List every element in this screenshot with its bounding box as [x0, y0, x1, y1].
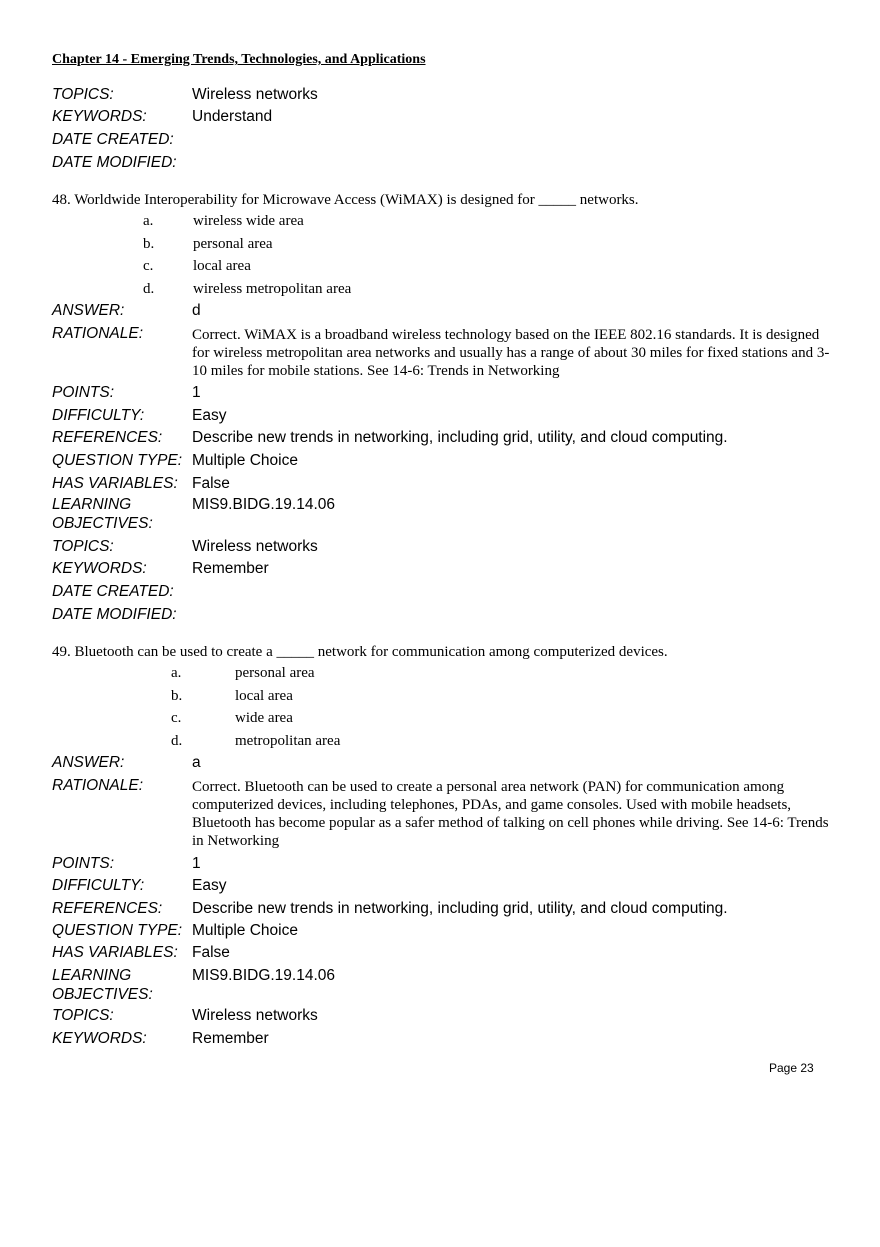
- has-variables-label: HAS VARIABLES:: [52, 944, 178, 961]
- choice-text: personal area: [193, 236, 273, 252]
- choice-text: local area: [193, 258, 251, 274]
- difficulty-label: DIFFICULTY:: [52, 877, 145, 894]
- difficulty-label: DIFFICULTY:: [52, 407, 145, 424]
- topics-label: TOPICS:: [52, 86, 114, 103]
- question-type-label: QUESTION TYPE:: [52, 452, 183, 469]
- choice-text: local area: [235, 688, 293, 704]
- learning-objectives-value: MIS9.BIDG.19.14.06: [192, 496, 336, 513]
- date-modified-label: DATE MODIFIED:: [52, 154, 177, 171]
- rationale-label: RATIONALE:: [52, 777, 144, 794]
- question-48-text: 48. Worldwide Interoperability for Microwave Access (WiMAX) is designed for _____ networks.: [52, 192, 639, 208]
- references-value: Describe new trends in networking, including grid, utility, and cloud computing.: [192, 429, 728, 446]
- points-value: 1: [192, 855, 201, 872]
- points-label: POINTS:: [52, 855, 115, 872]
- choice-letter: d.: [171, 733, 183, 749]
- keywords-value: Remember: [192, 560, 269, 577]
- date-created-label: DATE CREATED:: [52, 583, 174, 600]
- choice-letter: c.: [171, 710, 182, 726]
- page-number: Page 23: [769, 1061, 814, 1075]
- choice-letter: b.: [143, 236, 155, 252]
- has-variables-value: False: [192, 944, 230, 961]
- difficulty-value: Easy: [192, 877, 227, 894]
- chapter-title: Chapter 14 - Emerging Trends, Technologies, and Applications: [52, 52, 426, 67]
- topics-value: Wireless networks: [192, 1007, 318, 1024]
- learning-objectives-label: LEARNING OBJECTIVES:: [52, 967, 153, 1003]
- question-49-text: 49. Bluetooth can be used to create a _____ network for communication among computerized devices.: [52, 644, 668, 660]
- choice-letter: c.: [143, 258, 154, 274]
- question-type-value: Multiple Choice: [192, 452, 298, 469]
- choice-letter: a.: [171, 665, 182, 681]
- rationale-label: RATIONALE:: [52, 325, 144, 342]
- topics-value: Wireless networks: [192, 538, 318, 555]
- answer-label: ANSWER:: [52, 754, 125, 771]
- references-value: Describe new trends in networking, including grid, utility, and cloud computing.: [192, 900, 728, 917]
- choice-text: personal area: [235, 665, 315, 681]
- references-label: REFERENCES:: [52, 900, 163, 917]
- learning-objectives-label: LEARNING OBJECTIVES:: [52, 496, 153, 532]
- topics-label: TOPICS:: [52, 1007, 114, 1024]
- references-label: REFERENCES:: [52, 429, 163, 446]
- answer-label: ANSWER:: [52, 302, 125, 319]
- answer-value: d: [192, 302, 201, 319]
- choice-text: wide area: [235, 710, 293, 726]
- keywords-value: Remember: [192, 1030, 269, 1047]
- choice-letter: d.: [143, 281, 155, 297]
- difficulty-value: Easy: [192, 407, 227, 424]
- question-type-label: QUESTION TYPE:: [52, 922, 183, 939]
- choice-text: wireless metropolitan area: [193, 281, 352, 297]
- has-variables-label: HAS VARIABLES:: [52, 475, 178, 492]
- choice-letter: b.: [171, 688, 183, 704]
- choice-letter: a.: [143, 213, 154, 229]
- keywords-label: KEYWORDS:: [52, 1030, 147, 1047]
- question-type-value: Multiple Choice: [192, 922, 298, 939]
- topics-label: TOPICS:: [52, 538, 114, 555]
- rationale-value: Correct. WiMAX is a broadband wireless technology based on the IEEE 802.16 standards. It is designed for wireless metropolitan area networks and usually has a range of about 30 miles for fixed stations and 3-10 miles for mobile stations. See 14-6: Trends in Networking: [192, 327, 830, 379]
- keywords-label: KEYWORDS:: [52, 560, 147, 577]
- choice-text: metropolitan area: [235, 733, 341, 749]
- has-variables-value: False: [192, 475, 230, 492]
- points-label: POINTS:: [52, 384, 115, 401]
- learning-objectives-value: MIS9.BIDG.19.14.06: [192, 967, 336, 984]
- date-modified-label: DATE MODIFIED:: [52, 606, 177, 623]
- keywords-value: Understand: [192, 108, 273, 125]
- keywords-label: KEYWORDS:: [52, 108, 147, 125]
- answer-value: a: [192, 754, 201, 771]
- choice-text: wireless wide area: [193, 213, 304, 229]
- date-created-label: DATE CREATED:: [52, 131, 174, 148]
- points-value: 1: [192, 384, 201, 401]
- rationale-value: Correct. Bluetooth can be used to create a personal area network (PAN) for communication among computerized devices, including telephones, PDAs, and game consoles. Used with mobile headsets, Bluetooth has become popular as a safer method of talking on cell phones while driving. See 14-6: Trends in Networking: [192, 779, 829, 849]
- topics-value: Wireless networks: [192, 86, 318, 103]
